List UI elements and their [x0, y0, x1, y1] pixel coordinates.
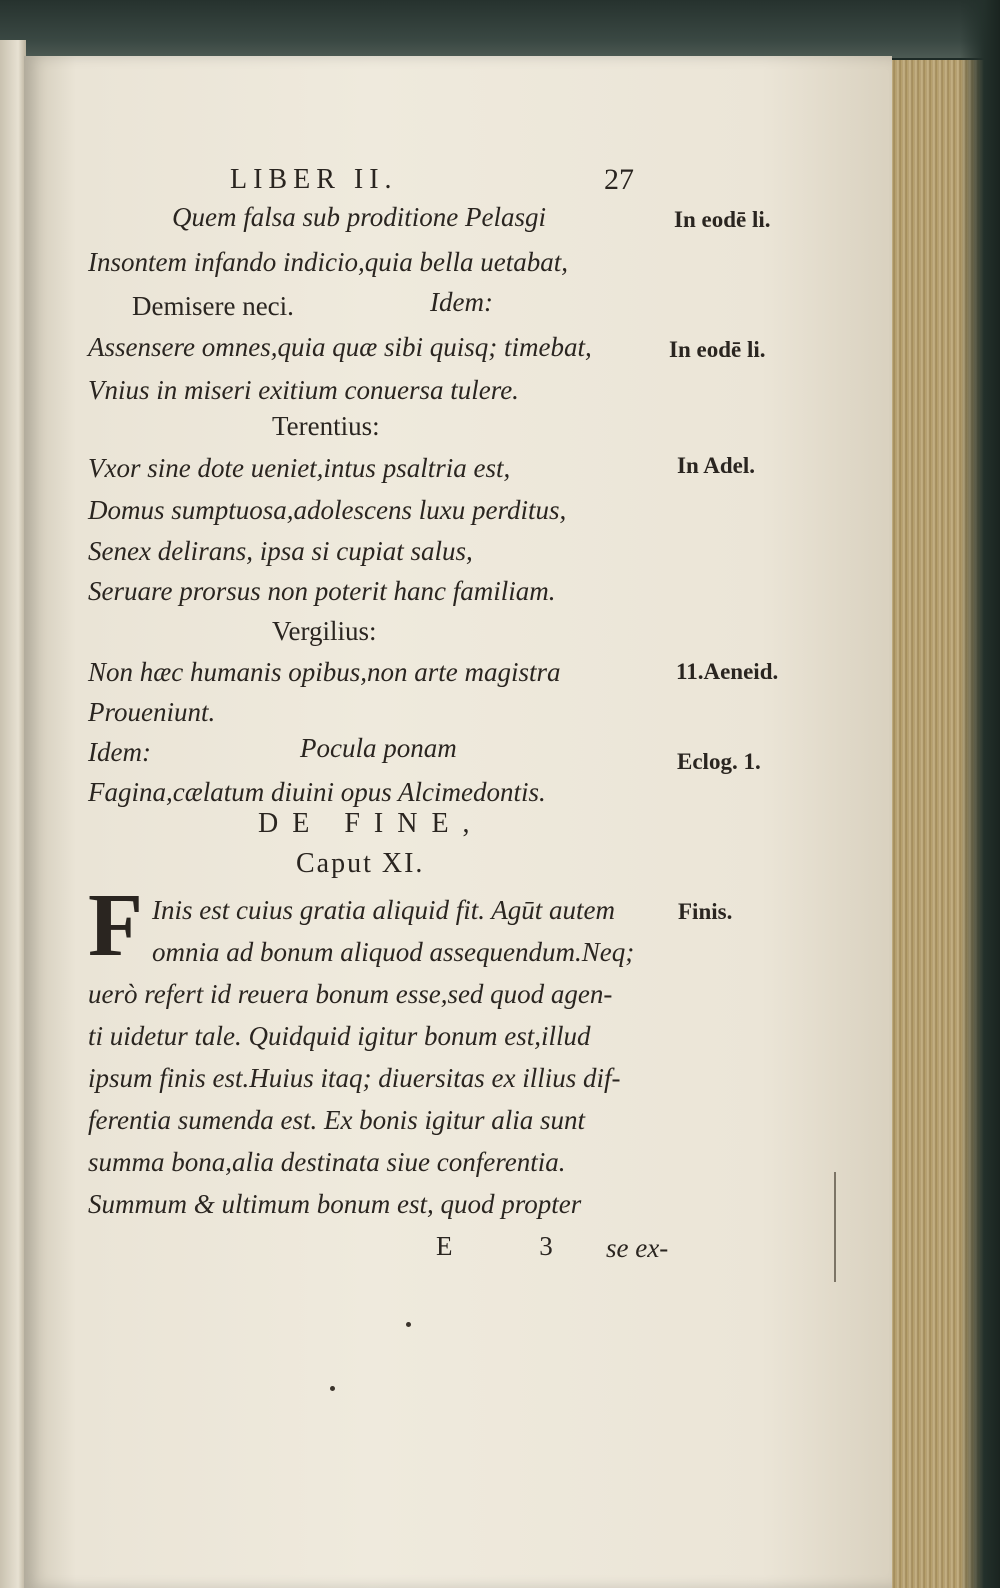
signature-mark: E 3 [436, 1231, 593, 1261]
speaker-heading: Terentius: [272, 411, 380, 441]
body-line: Inis est cuius gratia aliquid fit. Agūt autem [152, 895, 615, 925]
text-line: Idem: [88, 737, 151, 767]
body-line: uerò refert id reuera bonum esse,sed quod agen- [88, 979, 613, 1009]
book-page [24, 56, 892, 1588]
margin-note: Eclog. 1. [677, 749, 761, 774]
text-line: Non hæc humanis opibus,non arte magistra [88, 657, 561, 687]
text-line: Pocula ponam [300, 733, 457, 763]
book-shadow [960, 0, 1000, 1588]
margin-note: 11.Aeneid. [676, 659, 779, 684]
margin-note: In eodē li. [674, 207, 771, 232]
text-line: Demisere neci. [132, 291, 294, 321]
text-line: Quem falsa sub proditione Pelasgi [172, 202, 546, 232]
catchword: se ex- [606, 1233, 669, 1263]
text-line: Vnius in miseri exitium conuersa tulere. [88, 375, 519, 405]
paper-speck [406, 1322, 411, 1327]
text-line: Senex delirans, ipsa si cupiat salus, [88, 536, 473, 566]
chapter-caput: Caput XI. [296, 848, 425, 879]
text-line: Idem: [430, 287, 493, 317]
text-line: Seruare prorsus non poterit hanc familiam. [88, 576, 556, 606]
page-crease [834, 1172, 836, 1282]
body-line: omnia ad bonum aliquod assequendum.Neq; [152, 937, 635, 967]
margin-note: In eodē li. [669, 337, 766, 362]
facing-page-edge [0, 40, 26, 1588]
body-line: ferentia sumenda est. Ex bonis igitur alia sunt [88, 1105, 585, 1135]
book-top-edge [0, 0, 1000, 58]
text-line: Domus sumptuosa,adolescens luxu perditus, [88, 495, 567, 525]
speaker-heading: Vergilius: [272, 616, 377, 646]
text-line: Proueniunt. [88, 697, 216, 727]
body-line: summa bona,alia destinata siue conferentia. [88, 1147, 566, 1177]
running-head: LIBER II. [230, 164, 398, 195]
chapter-title: DE FINE, [258, 808, 484, 839]
margin-note: In Adel. [677, 453, 755, 478]
body-line: ti uidetur tale. Quidquid igitur bonum est,illud [88, 1021, 591, 1051]
text-line: Insontem infando indicio,quia bella uetabat, [88, 247, 568, 277]
paper-speck [330, 1386, 335, 1391]
text-line: Fagina,cælatum diuini opus Alcimedontis. [88, 777, 546, 807]
body-line: ipsum finis est.Huius itaq; diuersitas ex illius dif- [88, 1063, 621, 1093]
text-line: Vxor sine dote ueniet,intus psaltria est, [88, 453, 511, 483]
body-line: Summum & ultimum bonum est, quod propter [88, 1189, 582, 1219]
drop-initial: F [88, 876, 143, 975]
margin-note: Finis. [678, 899, 733, 924]
page-number: 27 [604, 163, 634, 196]
text-line: Assensere omnes,quia quæ sibi quisq; timebat, [88, 332, 592, 362]
